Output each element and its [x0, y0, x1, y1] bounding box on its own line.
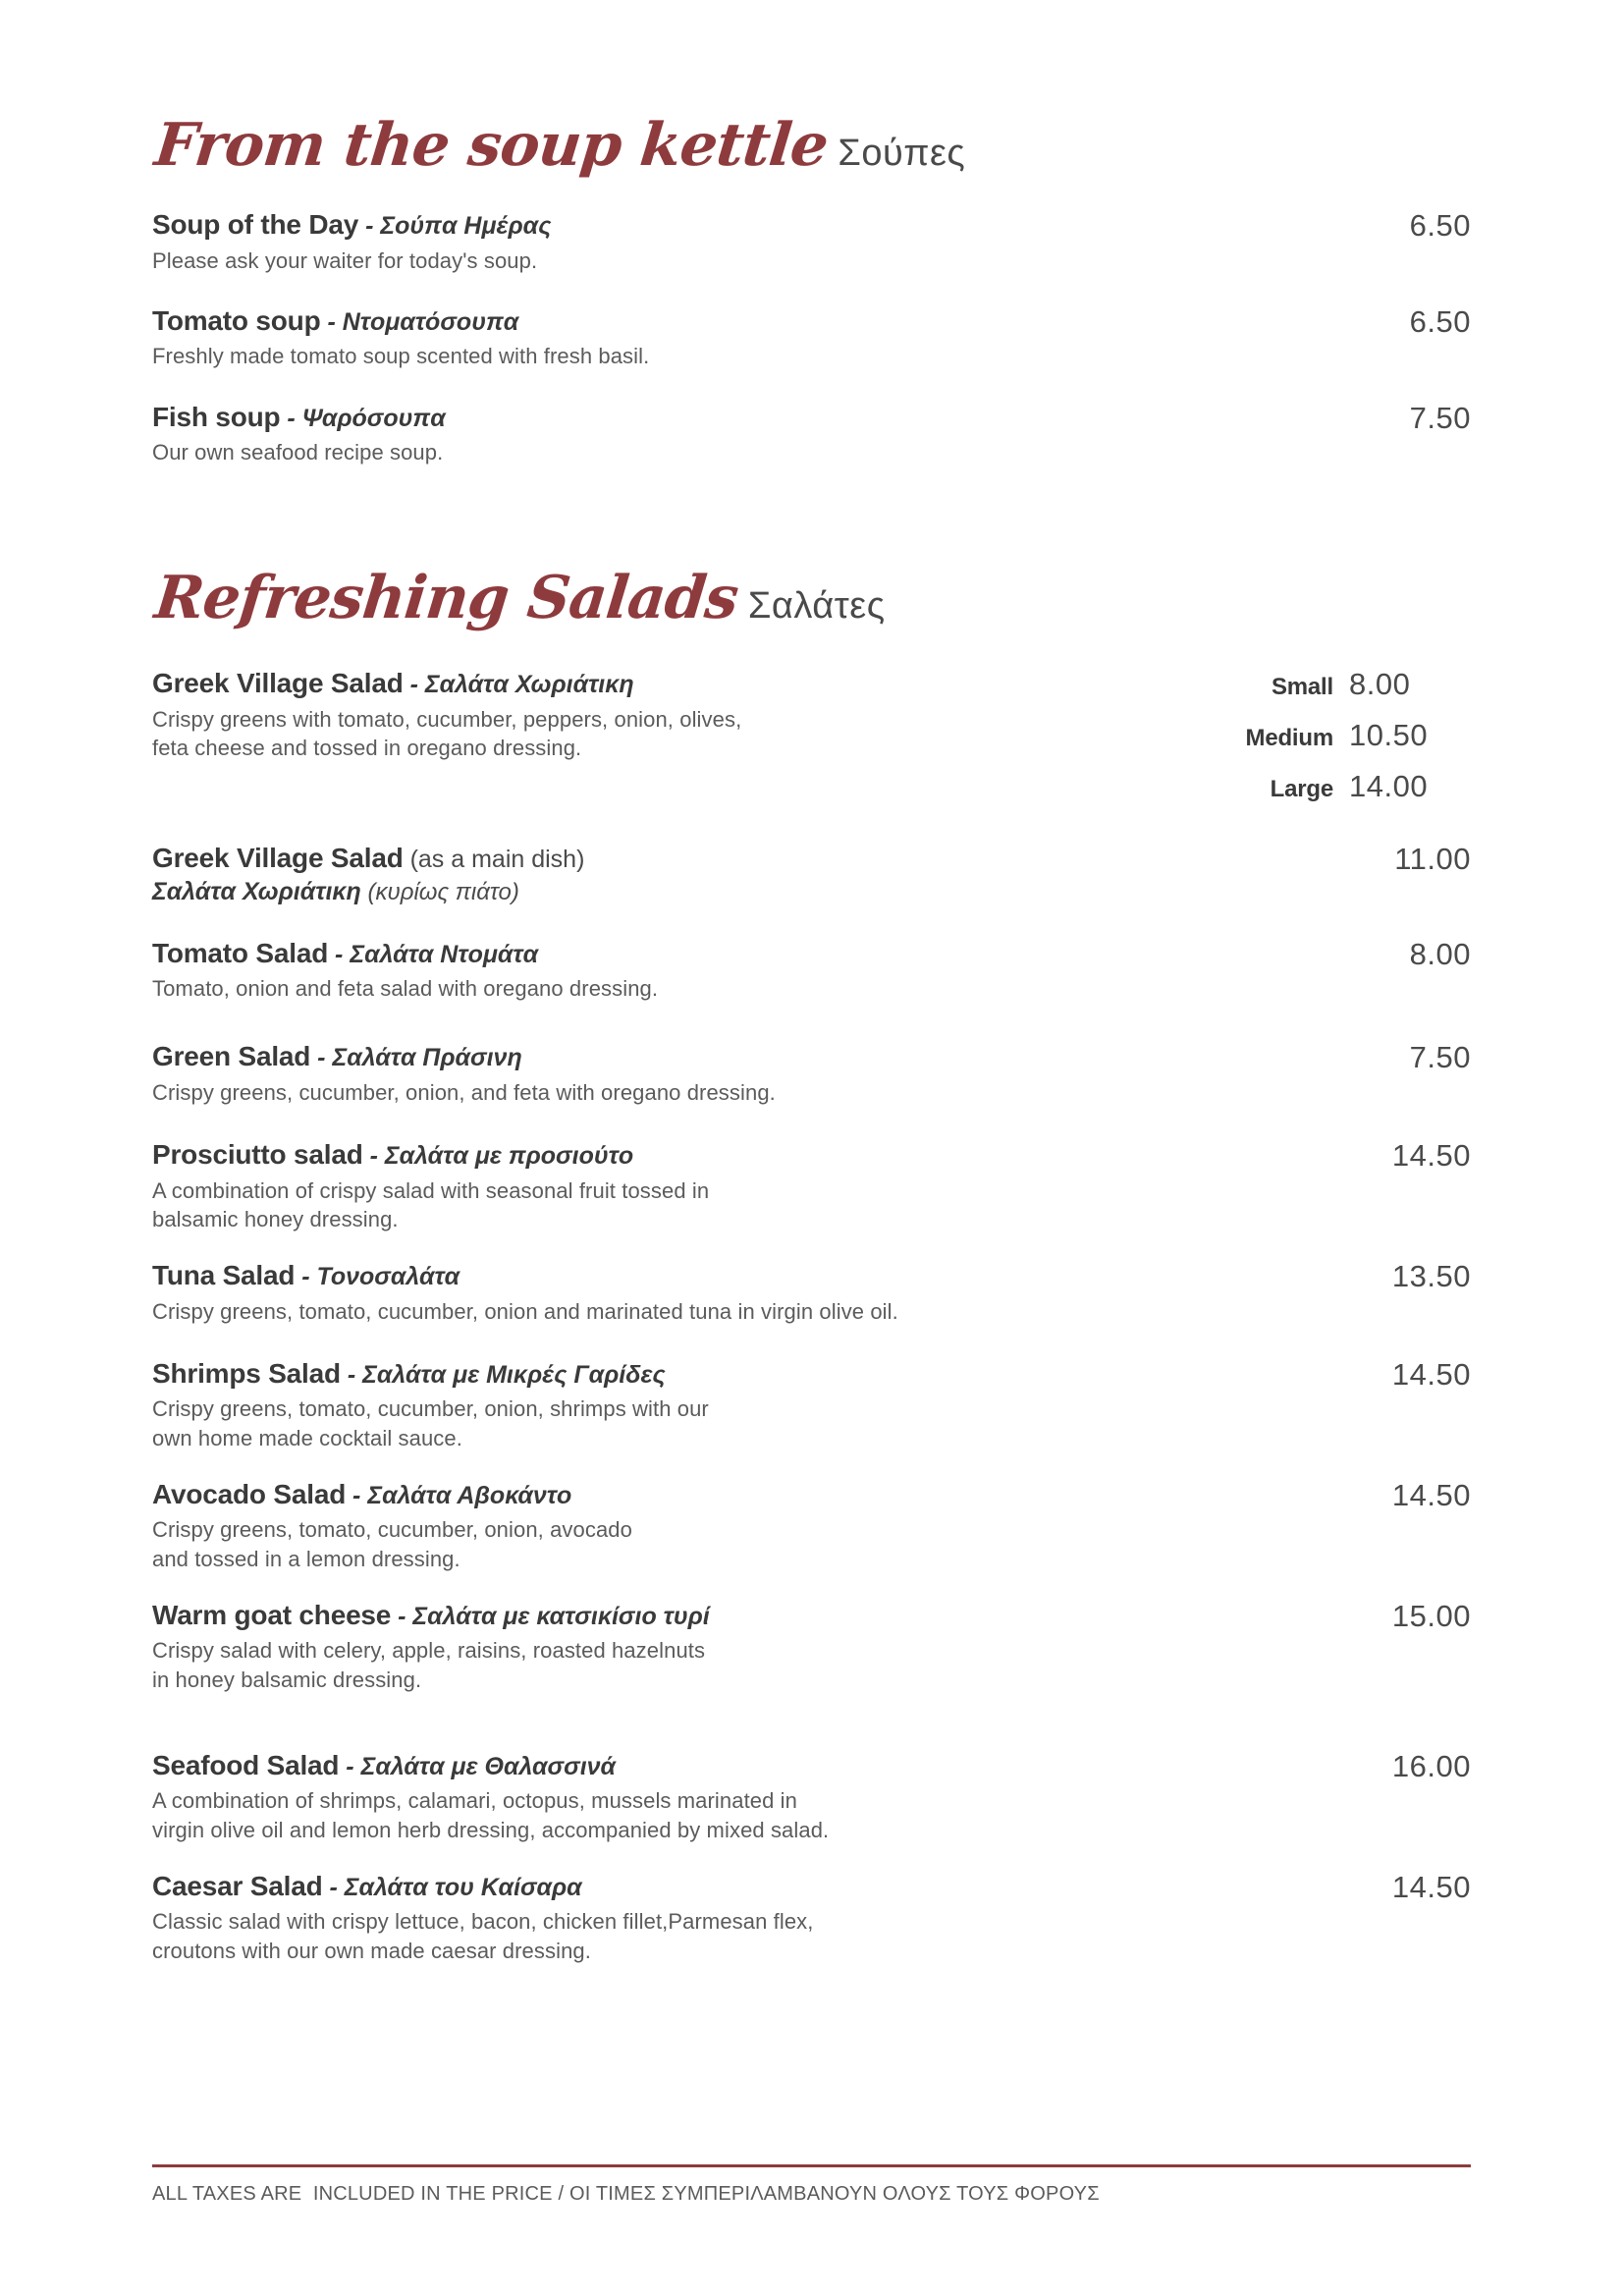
menu-item-description — [152, 1297, 1265, 1326]
menu-item-price: 6.50 — [1409, 303, 1471, 339]
menu-item-name-gr: Σαλάτα Χωριάτικη — [152, 877, 361, 905]
menu-item-text — [152, 1599, 1265, 1694]
menu-item — [152, 1259, 1471, 1326]
section-title-gr: Σούπες — [838, 133, 966, 174]
menu-item-price: 7.50 — [1409, 1040, 1471, 1075]
description-line: feta cheese and tossed in oregano dressing. — [152, 736, 582, 760]
menu-item-name-en: Avocado Salad — [152, 1478, 347, 1509]
description-line: virgin olive oil and lemon herb dressing, accompanied by mixed salad. — [152, 1817, 830, 1842]
menu-item — [152, 667, 1471, 820]
menu-item-text — [152, 304, 1265, 371]
menu-item-separator: - — [295, 1263, 317, 1291]
menu-item-title — [152, 208, 1265, 242]
menu-item-text — [152, 401, 1265, 467]
menu-item — [152, 1478, 1471, 1573]
menu-item-separator: - — [340, 1360, 363, 1389]
menu-item-price: 6.50 — [1409, 208, 1471, 243]
footer-divider — [152, 2164, 1471, 2167]
menu-item-title — [152, 937, 1265, 970]
menu-item-text — [152, 208, 1265, 275]
menu-item-description — [152, 438, 1265, 466]
menu-item-name-en: Soup of the Day — [152, 209, 359, 240]
menu-item-separator: - — [280, 404, 302, 432]
menu-item-name-en: Prosciutto salad — [152, 1139, 363, 1171]
description-line: Crispy greens with tomato, cucumber, peppers, onion, olives, — [152, 706, 742, 732]
menu-item — [152, 1870, 1471, 1965]
description-line: Crispy greens, tomato, cucumber, onion, shrimps with our — [152, 1396, 709, 1422]
description-line: and tossed in a lemon dressing. — [152, 1546, 460, 1571]
menu-item-description — [152, 1176, 1265, 1234]
description-line: Tomato, onion and feta salad with oregano dressing. — [152, 976, 659, 1002]
menu-item-description — [152, 1078, 1265, 1107]
menu-item-title — [152, 1749, 1265, 1782]
menu-item-price: 14.50 — [1391, 1477, 1471, 1512]
menu-item-name-gr: Σαλάτα Χωριάτικη — [424, 671, 634, 699]
menu-item-title — [152, 1357, 1265, 1391]
menu-item-price: 8.00 — [1409, 936, 1471, 971]
menu-item-note-en: (as a main dish) — [403, 846, 585, 874]
menu-item-price: 14.50 — [1391, 1869, 1471, 1904]
menu-item-separator: - — [328, 940, 351, 968]
menu-item-description — [152, 1636, 1265, 1694]
menu-item-separator: - — [362, 1142, 385, 1171]
menu-item-description — [152, 246, 1265, 275]
menu-item-title — [152, 667, 1117, 700]
menu-item-name-en: Greek Village Salad — [152, 843, 404, 874]
menu-item-separator: - — [358, 212, 381, 240]
size-price: 14.00 — [1349, 769, 1429, 804]
size-label: Large — [1270, 776, 1333, 803]
menu-item-name-gr: Σαλάτα του Καίσαρα — [344, 1873, 582, 1901]
menu-item-title — [152, 1870, 1265, 1903]
menu-item-separator: - — [403, 671, 425, 699]
menu-item — [152, 1749, 1471, 1844]
menu-item-price: 11.00 — [1394, 842, 1471, 877]
menu-item-name-en: Seafood Salad — [152, 1749, 340, 1780]
menu-item-separator: - — [346, 1481, 368, 1509]
menu-item-price: 7.50 — [1409, 400, 1471, 435]
menu-item-description — [152, 1907, 1265, 1965]
description-line: own home made cocktail sauce. — [152, 1425, 462, 1450]
menu-item-separator: - — [391, 1602, 413, 1630]
menu-item-name-gr: Σαλάτα με κατσικίσιο τυρί — [412, 1602, 710, 1630]
menu-item-title — [152, 401, 1265, 434]
menu-item-name-gr: Σαλάτα με Θαλασσινά — [360, 1752, 617, 1780]
menu-item-name-en: Tomato soup — [152, 304, 321, 336]
menu-item-text — [152, 1138, 1265, 1233]
description-line: balsamic honey dressing. — [152, 1206, 399, 1231]
size-price-row — [1117, 769, 1471, 804]
menu-item-name-gr: Τονοσαλάτα — [316, 1263, 460, 1291]
menu-item-name-gr: Σαλάτα με προσιούτο — [384, 1142, 634, 1171]
menu-item-name-gr: Σαλάτα Αβοκάντο — [367, 1481, 572, 1509]
description-line: Crispy greens, tomato, cucumber, onion and marinated tuna in virgin olive oil. — [152, 1298, 898, 1324]
menu-item-text — [152, 1040, 1265, 1107]
size-label: Medium — [1245, 725, 1333, 752]
section-title-en: Refreshing Salads — [151, 564, 741, 633]
menu-item-name-gr: Ντοματόσουπα — [342, 307, 519, 336]
menu-item-text — [152, 1478, 1265, 1573]
menu-item-text — [152, 1357, 1265, 1452]
menu-item-name-gr: Ψαρόσουπα — [301, 404, 446, 432]
menu-item-text — [152, 842, 1265, 906]
menu-item-title — [152, 842, 1265, 875]
menu-item-note-gr: (κυρίως πιάτο) — [360, 878, 519, 905]
menu-item-price: 16.00 — [1391, 1748, 1471, 1783]
menu-item-name-en: Shrimps Salad — [152, 1357, 341, 1389]
description-line: Classic salad with crispy lettuce, bacon, chicken fillet,Parmesan flex, — [152, 1909, 814, 1935]
description-line: Crispy salad with celery, apple, raisins, roasted hazelnuts — [152, 1638, 706, 1664]
menu-item-price: 14.50 — [1391, 1138, 1471, 1174]
menu-item-name-en: Greek Village Salad — [152, 668, 404, 699]
description-line: Crispy greens, tomato, cucumber, onion, avocado — [152, 1517, 632, 1543]
section-heading-soups — [151, 111, 1471, 180]
menu-item-description — [152, 974, 1265, 1003]
menu-item-name-gr: Σούπα Ημέρας — [380, 212, 552, 240]
menu-item — [152, 1357, 1471, 1452]
menu-item-separator: - — [320, 307, 343, 336]
menu-item-title — [152, 1478, 1265, 1511]
description-line: in honey balsamic dressing. — [152, 1667, 422, 1692]
size-price: 8.00 — [1349, 667, 1411, 702]
footer-tax-note: ALL TAXES ARE INCLUDED IN THE PRICE / ΟΙ ΤΙΜΕΣ ΣΥΜΠΕΡΙΛΑΜΒΑΝΟΥΝ ΟΛΟΥΣ ΤΟΥΣ ΦΟΡΟΥΣ — [152, 2183, 1100, 2205]
menu-item — [152, 208, 1471, 275]
menu-item — [152, 401, 1471, 467]
menu-item-text — [152, 667, 1117, 762]
section-title-en: From the soup kettle — [151, 111, 832, 180]
section-soups — [152, 0, 1471, 466]
menu-item-name-en: Tomato Salad — [152, 937, 329, 968]
menu-item — [152, 1040, 1471, 1107]
menu-item — [152, 1599, 1471, 1694]
menu-item — [152, 842, 1471, 906]
menu-item-text — [152, 1870, 1265, 1965]
menu-item-title — [152, 1259, 1265, 1292]
menu-item — [152, 937, 1471, 1004]
menu-item-description — [152, 1786, 1265, 1844]
description-line: croutons with our own made caesar dressing. — [152, 1938, 591, 1963]
menu-item-name-gr: Σαλάτα Πράσινη — [332, 1044, 522, 1072]
menu-item — [152, 304, 1471, 371]
description-line: A combination of crispy salad with seasonal fruit tossed in — [152, 1177, 710, 1203]
size-label: Small — [1271, 674, 1333, 701]
section-salads — [152, 466, 1471, 1965]
menu-item-separator: - — [322, 1873, 345, 1901]
menu-item-description — [152, 1515, 1265, 1573]
menu-item-description — [152, 342, 1265, 370]
description-line: A combination of shrimps, calamari, octopus, mussels marinated in — [152, 1788, 798, 1814]
menu-item-name-en: Green Salad — [152, 1041, 311, 1072]
menu-item-separator: - — [339, 1752, 361, 1780]
size-price-row — [1117, 667, 1471, 702]
menu-item-price: 14.50 — [1391, 1356, 1471, 1392]
menu-item-name-en: Caesar Salad — [152, 1870, 323, 1901]
section-heading-salads — [151, 564, 1471, 633]
menu-item-separator: - — [310, 1044, 333, 1072]
menu-item-subtitle — [152, 877, 1265, 907]
menu-item-name-en: Tuna Salad — [152, 1260, 296, 1291]
menu-item-name-gr: Σαλάτα Ντομάτα — [350, 940, 539, 968]
menu-item-name-en: Fish soup — [152, 401, 281, 432]
menu-item-title — [152, 1138, 1265, 1172]
menu-item-title — [152, 1040, 1265, 1073]
menu-item-price: 15.00 — [1391, 1598, 1471, 1633]
size-price-row — [1117, 718, 1471, 753]
menu-item — [152, 1138, 1471, 1233]
menu-item-price: 13.50 — [1391, 1259, 1471, 1294]
description-line: Please ask your waiter for today's soup. — [152, 247, 538, 273]
menu-item-title — [152, 1599, 1265, 1632]
menu-item-text — [152, 1259, 1265, 1326]
description-line: Freshly made tomato soup scented with fresh basil. — [152, 344, 650, 369]
section-title-gr: Σαλάτες — [747, 585, 886, 628]
menu-item-description — [152, 1394, 1265, 1452]
menu-item-text — [152, 1749, 1265, 1844]
menu-item-description — [152, 705, 1117, 763]
footer — [152, 2164, 1471, 2206]
menu-item-title — [152, 304, 1265, 338]
description-line: Our own seafood recipe soup. — [152, 440, 444, 465]
size-price: 10.50 — [1349, 718, 1429, 753]
menu-item-name-gr: Σαλάτα με Μικρές Γαρίδες — [362, 1360, 666, 1389]
menu-item-name-en: Warm goat cheese — [152, 1599, 392, 1630]
menu-item-text — [152, 937, 1265, 1004]
description-line: Crispy greens, cucumber, onion, and feta with oregano dressing. — [152, 1079, 776, 1105]
menu-item-size-prices — [1117, 667, 1471, 820]
